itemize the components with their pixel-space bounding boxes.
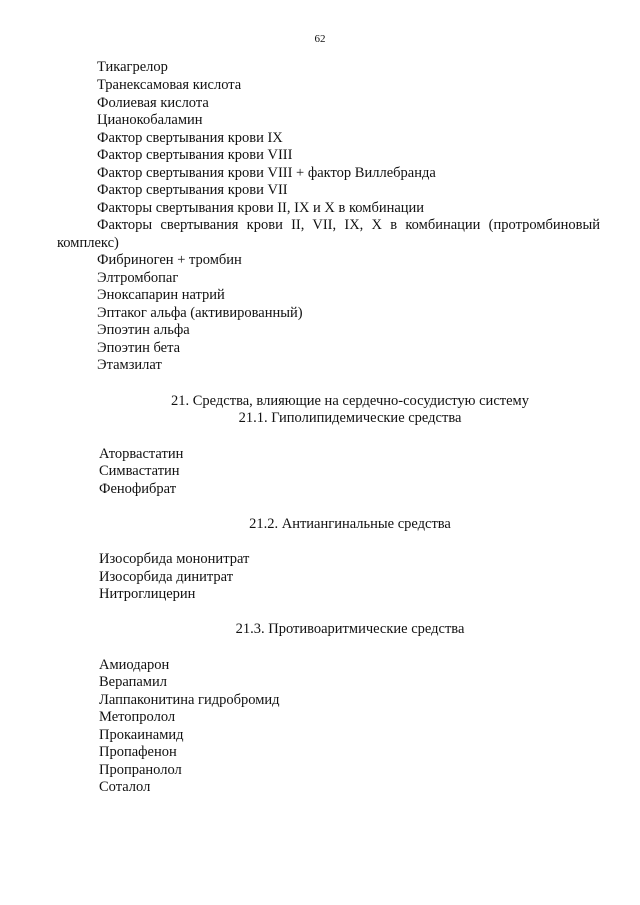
list-item: Эпоэтин бета (97, 340, 181, 356)
list-item: Симвастатин (99, 463, 180, 479)
section-heading: 21. Средства, влияющие на сердечно-сосудистую систему (171, 393, 529, 409)
list-item: Нитроглицерин (99, 586, 196, 602)
list-item: Элтромбопаг (97, 270, 179, 286)
list-item: Этамзилат (97, 357, 162, 373)
list-item: Пропафенон (99, 744, 177, 760)
list-item: Эптаког альфа (активированный) (97, 305, 303, 321)
list-item: Фенофибрат (99, 481, 177, 497)
list-item: Транексамовая кислота (97, 77, 242, 93)
list-item: Фактор свертывания крови IX (97, 130, 283, 146)
list-item: Фактор свертывания крови VIII + фактор Виллебранда (97, 165, 436, 181)
list-item: Соталол (99, 779, 151, 795)
list-item: Эпоэтин альфа (97, 322, 190, 338)
list-item-wrapped-line2: комплекс) (57, 235, 119, 251)
list-item: Лаппаконитина гидробромид (99, 692, 280, 708)
list-item: Метопролол (99, 709, 176, 725)
list-item: Амиодарон (99, 657, 170, 673)
list-item: Фактор свертывания крови VII (97, 182, 288, 198)
page-number: 62 (314, 33, 326, 45)
list-item: Фибриноген + тромбин (97, 252, 242, 268)
list-item: Факторы свертывания крови II, IX и X в комбинации (97, 200, 425, 216)
list-item: Пропранолол (99, 762, 182, 778)
list-item: Фолиевая кислота (97, 95, 209, 111)
list-item: Аторвастатин (99, 446, 184, 462)
list-item-wrapped-line1: Факторы свертывания крови II, VII, IX, X в комбинации (протромбиновый (97, 217, 600, 233)
list-item: Изосорбида мононитрат (99, 551, 250, 567)
subsection-heading: 21.1. Гиполипидемические средства (238, 410, 462, 426)
list-item: Цианокобаламин (97, 112, 203, 128)
list-item: Изосорбида динитрат (99, 569, 234, 585)
list-item: Тикагрелор (97, 59, 168, 75)
subsection-heading: 21.3. Противоаритмические средства (235, 621, 465, 637)
list-item: Эноксапарин натрий (97, 287, 225, 303)
list-item: Фактор свертывания крови VIII (97, 147, 293, 163)
list-item: Прокаинамид (99, 727, 184, 743)
list-item: Верапамил (99, 674, 167, 690)
subsection-heading: 21.2. Антиангинальные средства (249, 516, 451, 532)
